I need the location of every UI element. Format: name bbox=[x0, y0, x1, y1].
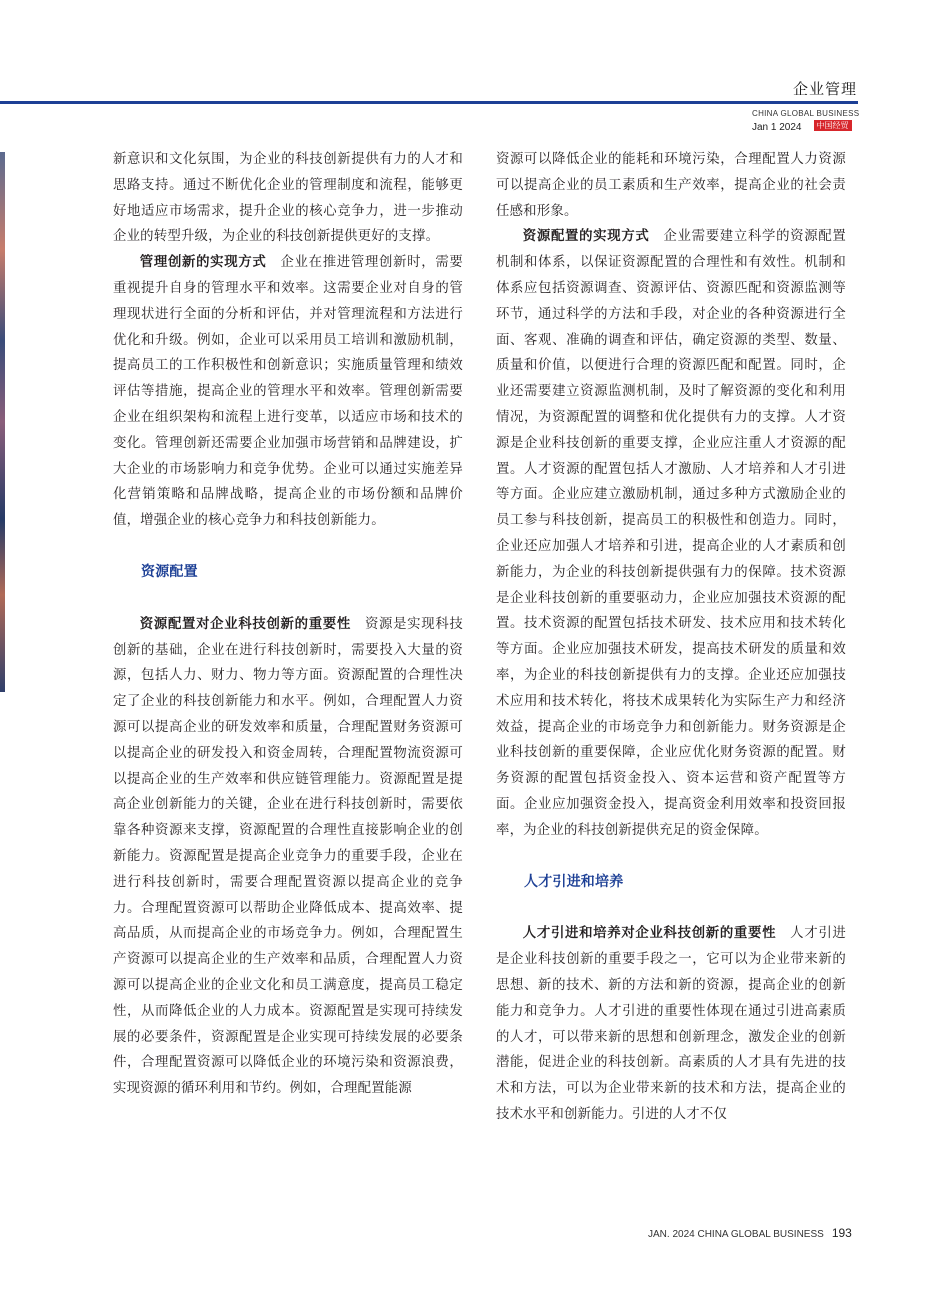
section-title: 企业管理 bbox=[792, 80, 857, 98]
paragraph: 资源可以降低企业的能耗和环境污染，合理配置人力资源可以提高企业的员工素质和生产效率，提高企业的社会责任感和形象。 bbox=[496, 152, 846, 219]
journal-date: Jan 1 2024 bbox=[752, 122, 802, 133]
paragraph bbox=[113, 612, 463, 1102]
side-photo-strip bbox=[0, 152, 5, 692]
paragraph: 新意识和文化氛围，为企业的科技创新提供有力的人才和思路支持。通过不断优化企业的管理制度和流程，能够更好地适应市场需求，提升企业的核心竞争力，进一步推动企业的转型升级，为企业的科技创新提供更好的支撑。 bbox=[113, 152, 463, 245]
right-column bbox=[496, 147, 846, 1128]
left-column bbox=[113, 147, 463, 1102]
section-heading: 人才引进和培养 bbox=[524, 873, 624, 890]
paragraph bbox=[496, 921, 846, 1127]
paragraph-lead: 资源配置对企业科技创新的重要性 bbox=[139, 616, 351, 632]
journal-masthead bbox=[752, 110, 862, 134]
paragraph-lead: 资源配置的实现方式 bbox=[522, 229, 650, 245]
paragraph-lead: 管理创新的实现方式 bbox=[139, 255, 267, 271]
paragraph-lead: 人才引进和培养对企业科技创新的重要性 bbox=[522, 926, 777, 942]
page-number: 193 bbox=[831, 1226, 852, 1240]
paragraph bbox=[113, 250, 463, 534]
paragraph-body: 人才引进是企业科技创新的重要手段之一，它可以为企业带来新的思想、新的技术、新的方法和新的资源，提高企业的创新能力和竞争力。人才引进的重要性体现在通过引进高素质的人才，可以带来新的思想和创新理念，激发企业的创新潜能，促进企业的科技创新。高素质的人才具有先进的技术和方法，可以为企业带来新的技术和方法，提高企业的技术水平和创新能力。引进的人才不仅 bbox=[496, 926, 846, 1122]
paragraph bbox=[496, 224, 846, 843]
paragraph-body: 资源是实现科技创新的基础，企业在进行科技创新时，需要投入大量的资源，包括人力、财力、物力等方面。资源配置的合理性决定了企业的科技创新能力和水平。例如，合理配置人力资源可以提高企业的研发效率和质量，合理配置财务资源可以提高企业的研发投入和资金周转，合理配置物流资源可以提高企业的生产效率和供应链管理能力。资源配置是提高企业创新能力的关键，企业在进行科技创新时，需要依靠各种资源来支撑，资源配置的合理性直接影响企业的创新能力。资源配置是提高企业竞争力的重要手段，企业在进行科技创新时，需要合理配置资源以提高企业的竞争力。合理配置资源可以帮助企业降低成本、提高效率、提高品质，从而提高企业的市场竞争力。例如，合理配置生产资源可以提高企业的生产效率和品质，合理配置人力资源可以提高企业的企业文化和员工满意度，提高员工稳定性，从而降低企业的人力成本。资源配置是实现可持续发展的必要条件，资源配置是企业实现可持续发展的必要条件，合理配置资源可以降低企业的环境污染和资源浪费，实现资源的循环利用和节约。例如，合理配置能源 bbox=[113, 616, 464, 1097]
paragraph-body: 企业需要建立科学的资源配置机制和体系，以保证资源配置的合理性和有效性。机制和体系应包括资源调查、资源评估、资源匹配和资源监测等环节，通过科学的方法和手段，对企业的各种资源进行全面、客观、准确的调查和评估，确定资源的类型、数量、质量和价值，以便进行合理的资源匹配和配置。同时，企业还需要建立资源监测机制，及时了解资源的变化和利用情况，为资源配置的调整和优化提供有力的支撑。人才资源是企业科技创新的重要支撑，企业应注重人才资源的配置。人才资源的配置包括人才激励、人才培养和人才引进等方面。企业应建立激励机制，通过多种方式激励企业的员工参与科技创新，提高员工的积极性和创造力。同时，企业还应加强人才培养和引进，提高企业的人才素质和创新能力，为企业的科技创新提供强有力的保障。技术资源是企业科技创新的重要驱动力，企业应加强技术资源的配置。技术资源的配置包括技术研发、技术应用和技术转化等方面。企业应加强技术研发，提高技术研发的质量和效率，为企业的科技创新提供有力的支撑。企业还应加强技术应用和技术转化，将技术成果转化为实际生产力和经济效益，提高企业的市场竞争力和创新能力。财务资源是企业科技创新的重要保障，企业应优化财务资源的配置。财务资源的配置包括资金投入、资本运营和资产配置等方面。企业应加强资金投入，提高资金利用效率和投资回报率，为企业的科技创新提供充足的资金保障。 bbox=[496, 229, 846, 838]
header-rule bbox=[0, 101, 858, 104]
footer-running-text: JAN. 2024 CHINA GLOBAL BUSINESS bbox=[648, 1229, 824, 1240]
journal-logo: 中国经贸 bbox=[814, 120, 852, 131]
section-heading: 资源配置 bbox=[141, 563, 198, 580]
journal-name: CHINA GLOBAL BUSINESS bbox=[752, 109, 860, 118]
page-footer bbox=[648, 1226, 852, 1240]
paragraph-body: 企业在推进管理创新时，需要重视提升自身的管理水平和效率。这需要企业对自身的管理现状进行全面的分析和评估，并对管理流程和方法进行优化和升级。例如，企业可以采用员工培训和激励机制，提高员工的工作积极性和创新意识；实施质量管理和绩效评估等措施，提高企业的管理水平和效率。管理创新需要企业在组织架构和流程上进行变革，以适应市场和技术的变化。管理创新还需要企业加强市场营销和品牌建设，扩大企业的市场影响力和竞争优势。企业可以通过实施差异化营销策略和品牌战略，提高企业的市场份额和品牌价值，增强企业的核心竞争力和科技创新能力。 bbox=[113, 255, 463, 529]
